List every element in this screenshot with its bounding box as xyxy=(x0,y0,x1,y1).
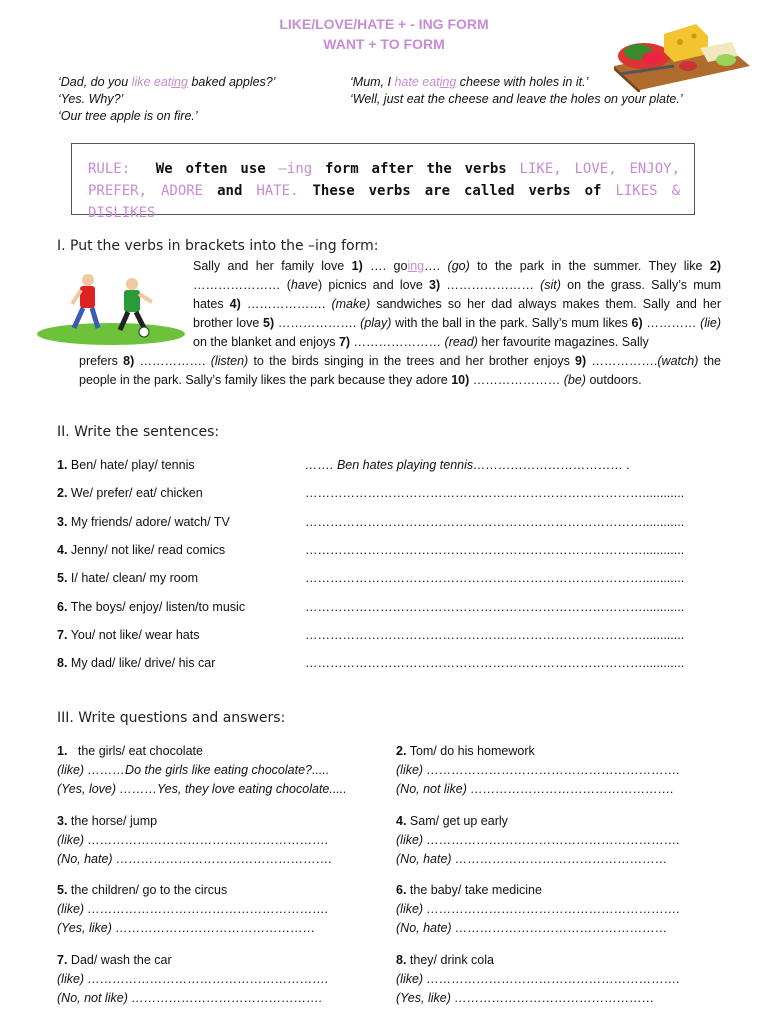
answer-line[interactable]: (No, not like) …………………………………………. xyxy=(396,782,674,796)
question-block xyxy=(57,881,329,938)
item-number: 4. xyxy=(396,813,407,828)
item-number: 1. xyxy=(57,458,68,472)
question-prompt: the baby/ take medicine xyxy=(409,883,542,898)
rule-box: RULE: We often use –ing form after the verbs LIKE, LOVE, ENJOY, PREFER, ADORE and HATE. These verbs are called verbs of LIKES & DISLIKES xyxy=(71,143,695,215)
question-prompt: the horse/ jump xyxy=(70,813,158,828)
question-prompt: Dad/ wash the car xyxy=(70,953,172,968)
sentence-row xyxy=(57,457,195,473)
answer-line[interactable]: ………………………………………………………………………............ xyxy=(305,486,685,501)
answer-line[interactable]: ………………………………………………………………………............ xyxy=(305,542,685,557)
joke-right: ‘Mum, I hate eating cheese with holes in it.’ ‘Well, just eat the cheese and leave the holes on your plate.’ xyxy=(350,75,683,106)
sentence-row xyxy=(57,655,215,671)
sentence-prompt: You/ not like/ wear hats xyxy=(70,627,200,642)
sentence-prompt: Jenny/ not like/ read comics xyxy=(70,542,226,557)
item-number: 6. xyxy=(57,599,68,614)
item-number: 1. xyxy=(57,744,68,758)
question-prompt: they/ drink cola xyxy=(409,953,494,968)
item-number: 3. xyxy=(57,514,68,529)
item-number: 2. xyxy=(57,486,68,501)
answer-line[interactable]: (Yes, love) ………Yes, they love eating chocolate..... xyxy=(57,782,347,796)
question-block xyxy=(57,742,347,799)
question-block xyxy=(396,881,680,938)
answer-line[interactable]: (No, hate) …………………………………………… xyxy=(396,921,668,936)
sentence-prompt: My friends/ adore/ watch/ TV xyxy=(70,514,230,529)
question-line[interactable]: (like) ……………………………………………………. xyxy=(396,902,681,917)
answer-line[interactable]: (Yes, like) ………………………………………… xyxy=(396,991,655,1006)
sentence-prompt: I/ hate/ clean/ my room xyxy=(70,571,199,586)
question-block xyxy=(396,742,680,799)
item-number: 7. xyxy=(57,627,68,642)
answer-line[interactable]: (Yes, like) ………………………………………… xyxy=(57,921,316,936)
question-prompt: Tom/ do his homework xyxy=(409,744,535,758)
question-line[interactable]: (like) ……………………………………………………. xyxy=(396,972,681,987)
question-line[interactable]: (like) …………………………………………………. xyxy=(57,972,329,987)
question-block xyxy=(396,951,680,1008)
question-prompt: the girls/ eat chocolate xyxy=(70,744,203,758)
section-1-heading: I. Put the verbs in brackets into the –ing form: xyxy=(57,238,379,254)
answer-line[interactable]: (No, hate) …………………………………………… xyxy=(396,851,668,866)
section-1-text-bottom: prefers 8) ……………. (listen) to the birds singing in the trees and her brother enjoys 9) …………….(watch) the people in the park. Sally’s family likes the park because they adore 10) ………………… (be) outdoors. xyxy=(79,354,721,387)
answer-line[interactable]: ………………………………………………………………………............ xyxy=(305,656,685,671)
item-number: 8. xyxy=(57,656,68,671)
section-3-heading: III. Write questions and answers: xyxy=(57,710,286,726)
answer-line[interactable]: (No, not like) ………………………………………. xyxy=(57,991,323,1006)
joke-left: ‘Dad, do you like eating baked apples?’ ‘Yes. Why?’ ‘Our tree apple is on fire.’ xyxy=(58,75,276,123)
title-line-1: LIKE/LOVE/HATE + - ING FORM xyxy=(279,16,489,32)
question-line[interactable]: (like) ………Do the girls like eating chocolate?..... xyxy=(57,763,330,777)
item-number: 6. xyxy=(396,883,407,898)
question-block xyxy=(57,951,329,1008)
answer-line[interactable]: ………………………………………………………………………............ xyxy=(305,571,685,586)
question-block xyxy=(396,812,680,869)
question-line[interactable]: (like) …………………………………………………. xyxy=(57,902,329,917)
sentence-prompt: My dad/ like/ drive/ his car xyxy=(70,656,216,671)
answer-line[interactable]: ………………………………………………………………………............ xyxy=(305,514,685,529)
sentence-row xyxy=(57,485,203,501)
title-line-2: WANT + TO FORM xyxy=(323,36,445,52)
sentence-row xyxy=(57,542,225,558)
sentence-prompt: Ben/ hate/ play/ tennis xyxy=(70,458,195,472)
item-number: 5. xyxy=(57,571,68,586)
item-number: 8. xyxy=(396,953,407,968)
item-number: 2. xyxy=(396,744,407,758)
question-line[interactable]: (like) …………………………………………………. xyxy=(57,832,329,847)
question-line[interactable]: (like) ……………………………………………………. xyxy=(396,763,681,777)
section-2-heading: II. Write the sentences: xyxy=(57,424,220,440)
question-line[interactable]: (like) ……………………………………………………. xyxy=(396,832,681,847)
sentence-row xyxy=(57,570,198,586)
answer-line[interactable]: ………………………………………………………………………............ xyxy=(305,599,685,614)
boys-playing-football-icon xyxy=(36,264,186,348)
sentence-row xyxy=(57,514,230,530)
sentence-prompt: The boys/ enjoy/ listen/to music xyxy=(70,599,246,614)
item-number: 5. xyxy=(57,883,68,898)
sentence-row xyxy=(57,627,199,643)
item-number: 3. xyxy=(57,813,68,828)
question-prompt: the children/ go to the circus xyxy=(70,883,228,898)
sentence-prompt: We/ prefer/ eat/ chicken xyxy=(70,486,203,501)
item-number: 7. xyxy=(57,953,68,968)
answer-line[interactable]: ……. Ben hates playing tennis……………………………… . xyxy=(305,458,631,472)
question-prompt: Sam/ get up early xyxy=(409,813,508,828)
question-block xyxy=(57,812,332,869)
section-1-text-top: Sally and her family love 1) …. going…. (go) to the park in the summer. They like 2) ………………… (have) picnics and love 3) ………………… (sit) on the grass. Sally’s mum hates 4) ………………. (make) sandwiches so her dad always makes them. Sally and her brother love 5) ………………. (play) with the ball in the park. Sally’s mum likes 6) ………… (lie) on the blanket and enjoys 7) ………………… (read) her favourite magazines. Sally xyxy=(193,259,722,349)
answer-line[interactable]: (No, hate) ……………………………………………. xyxy=(57,851,333,866)
item-number: 4. xyxy=(57,542,68,557)
sentence-row xyxy=(57,599,245,615)
answer-line[interactable]: ………………………………………………………………………............ xyxy=(305,627,685,642)
